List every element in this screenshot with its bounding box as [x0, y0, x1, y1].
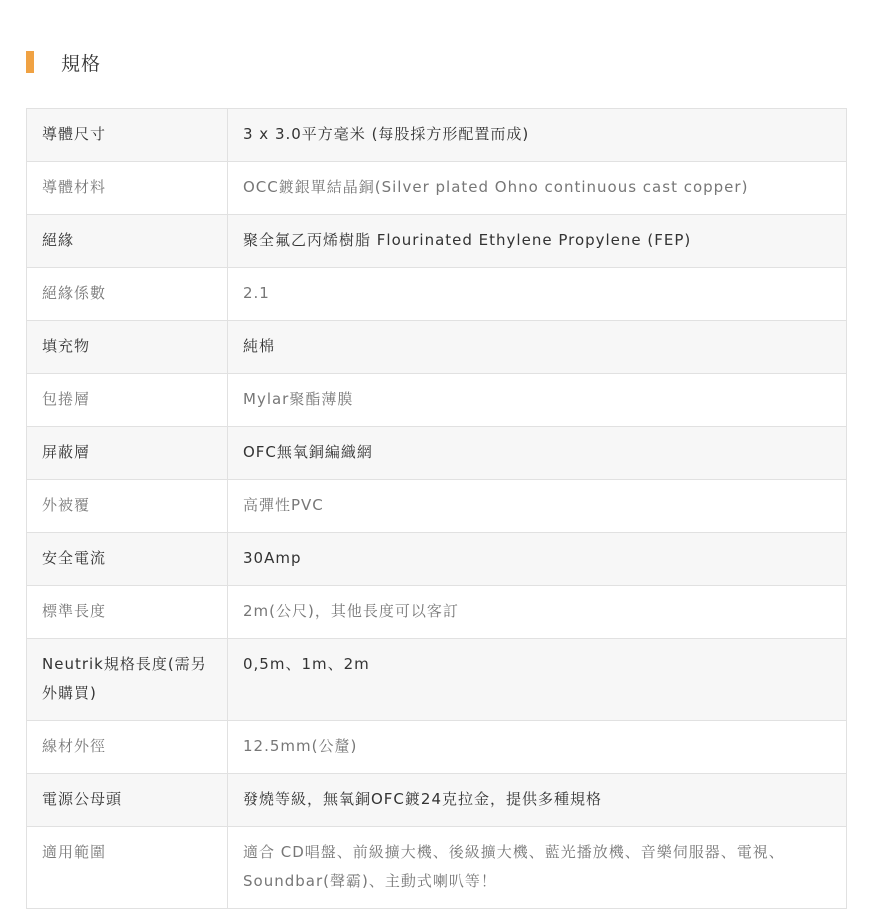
spec-row [27, 427, 847, 480]
spec-row [27, 774, 847, 827]
spec-value: 3 x 3.0平方毫米 (每股採方形配置而成) [228, 109, 847, 162]
spec-row [27, 827, 847, 909]
section-header [26, 50, 101, 74]
spec-row [27, 533, 847, 586]
spec-value: 0,5m、1m、2m [228, 639, 847, 721]
spec-value: 高彈性PVC [228, 480, 847, 533]
spec-row [27, 480, 847, 533]
spec-row [27, 586, 847, 639]
spec-value: OFC無氧銅編織網 [228, 427, 847, 480]
spec-key: 包捲層 [27, 374, 228, 427]
spec-key: 電源公母頭 [27, 774, 228, 827]
spec-key: 填充物 [27, 321, 228, 374]
spec-row [27, 721, 847, 774]
spec-value: 適合 CD唱盤、前級擴大機、後級擴大機、藍光播放機、音樂伺服器、電視、Soundbar(聲霸)、主動式喇叭等！ [228, 827, 847, 909]
spec-value: 30Amp [228, 533, 847, 586]
spec-row [27, 639, 847, 721]
spec-row [27, 215, 847, 268]
spec-key: Neutrik規格長度(需另外購買) [27, 639, 228, 721]
spec-key: 安全電流 [27, 533, 228, 586]
spec-value: OCC鍍銀單結晶銅(Silver plated Ohno continuous cast copper) [228, 162, 847, 215]
spec-key: 絕緣 [27, 215, 228, 268]
spec-value: 發燒等級，無氧銅OFC鍍24克拉金，提供多種規格 [228, 774, 847, 827]
spec-value: 2.1 [228, 268, 847, 321]
spec-key: 標準長度 [27, 586, 228, 639]
spec-value: 聚全氟乙丙烯樹脂 Flourinated Ethylene Propylene (FEP) [228, 215, 847, 268]
spec-row [27, 109, 847, 162]
section-accent-bar [26, 51, 34, 73]
spec-key: 導體尺寸 [27, 109, 228, 162]
spec-value: 12.5mm(公釐) [228, 721, 847, 774]
spec-key: 絕緣係數 [27, 268, 228, 321]
spec-table [26, 108, 847, 909]
spec-key: 線材外徑 [27, 721, 228, 774]
spec-value: 純棉 [228, 321, 847, 374]
spec-row [27, 321, 847, 374]
spec-row [27, 374, 847, 427]
spec-value: 2m(公尺)，其他長度可以客訂 [228, 586, 847, 639]
spec-key: 導體材料 [27, 162, 228, 215]
spec-row [27, 162, 847, 215]
section-title: 規格 [61, 52, 102, 75]
spec-key: 適用範圍 [27, 827, 228, 909]
spec-value: Mylar聚酯薄膜 [228, 374, 847, 427]
spec-key: 屏蔽層 [27, 427, 228, 480]
spec-key: 外被覆 [27, 480, 228, 533]
spec-row [27, 268, 847, 321]
